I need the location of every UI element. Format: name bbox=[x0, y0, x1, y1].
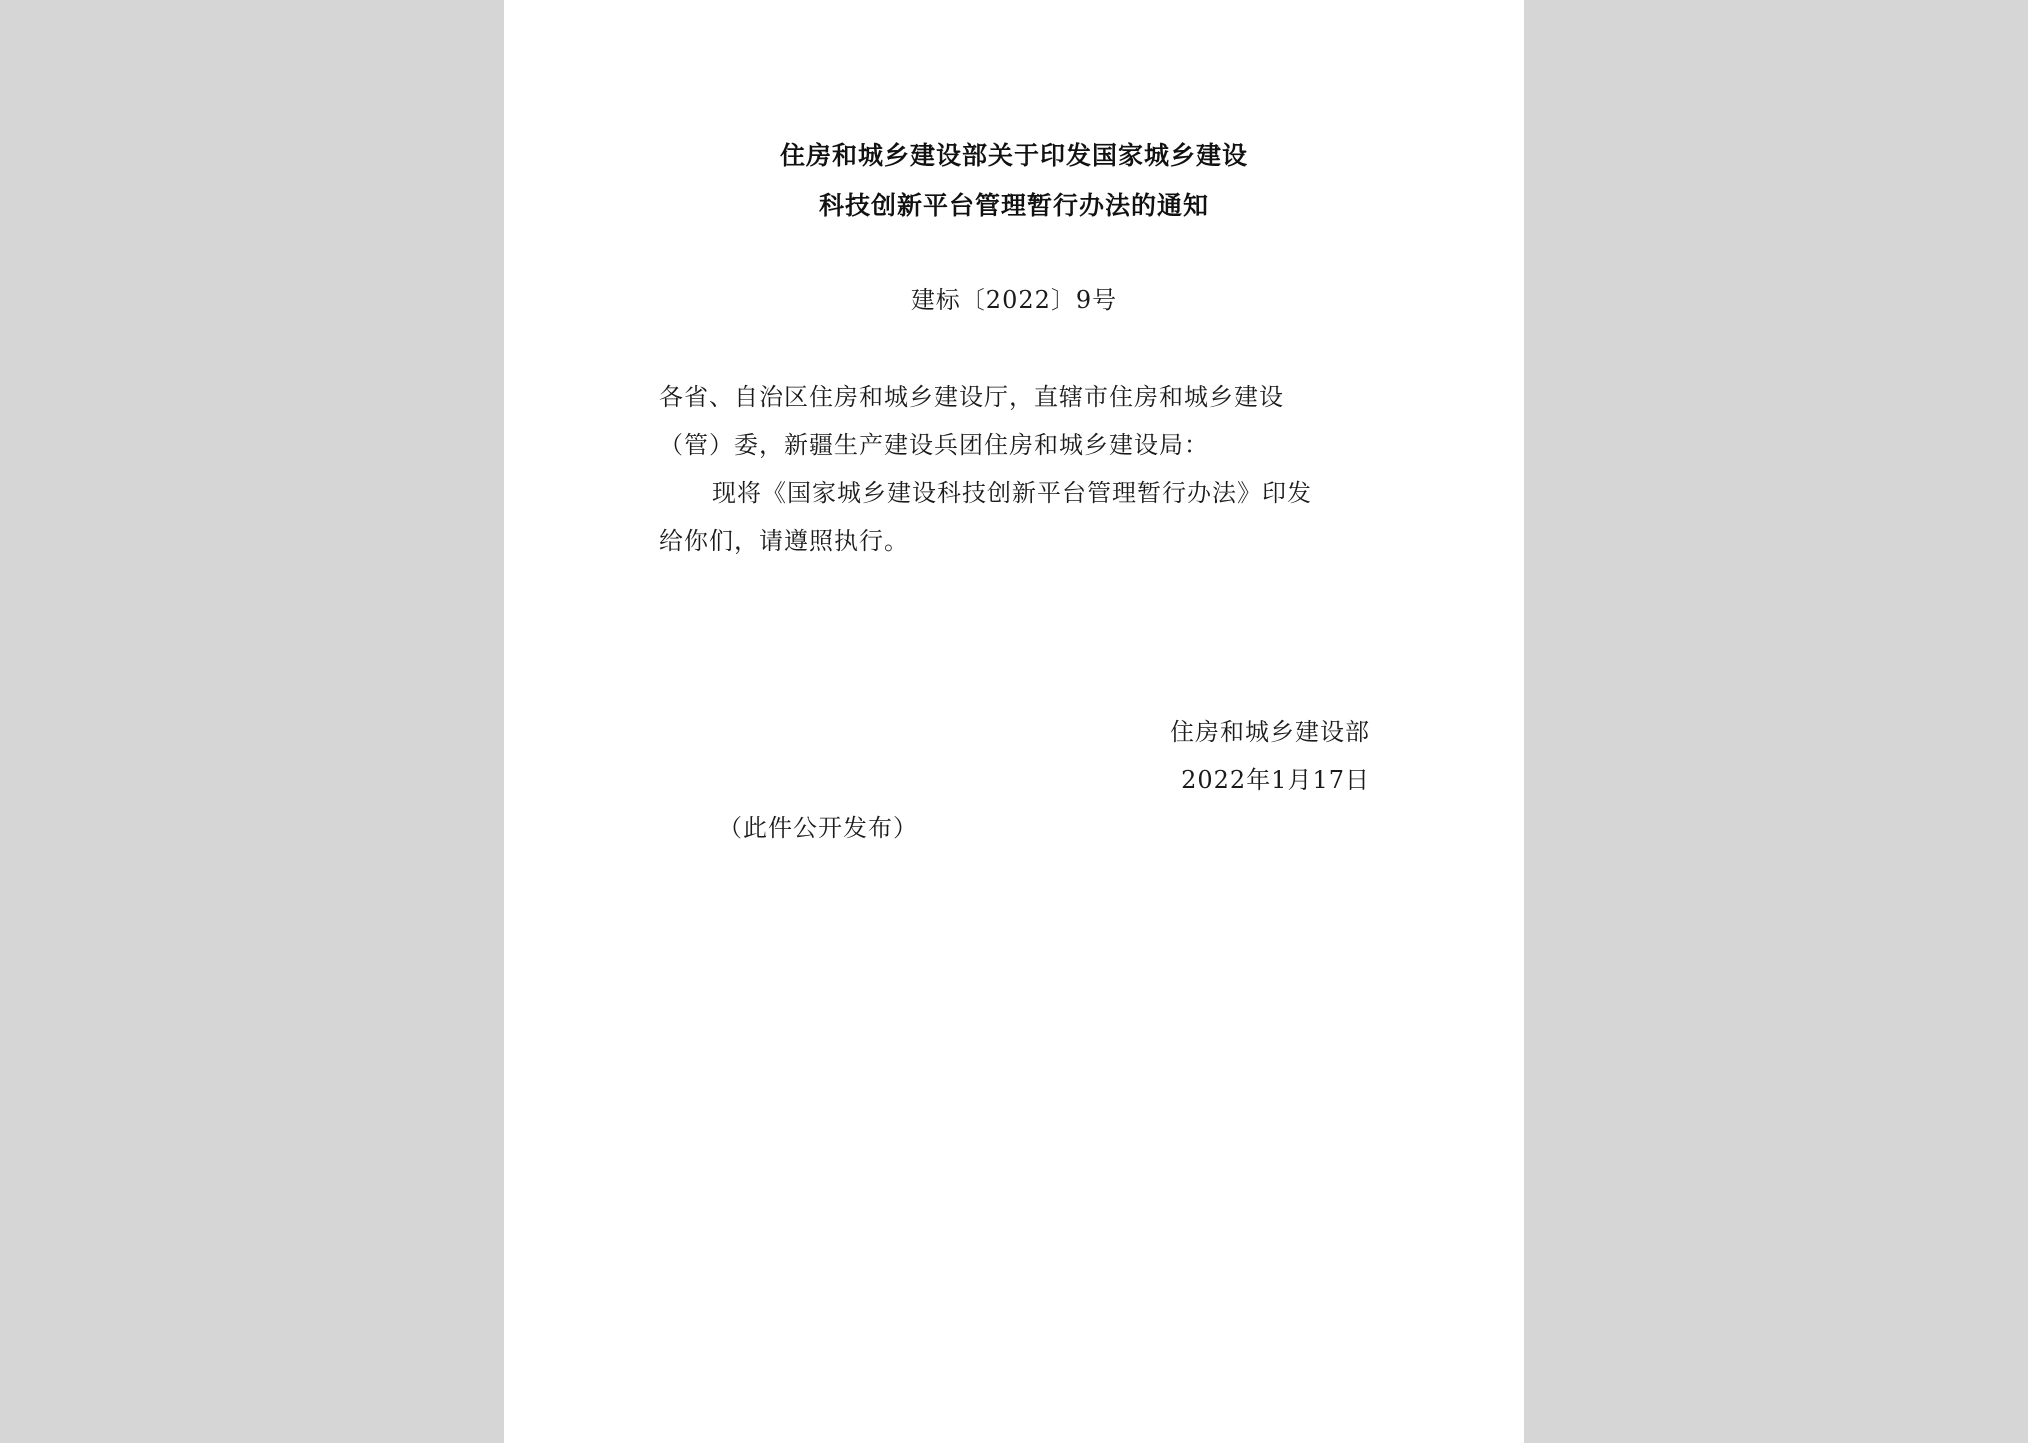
body-line-4: 给你们，请遵照执行。 bbox=[659, 527, 909, 555]
publication-note: （此件公开发布） bbox=[718, 814, 918, 842]
body-line-1: 各省、自治区住房和城乡建设厅，直辖市住房和城乡建设 bbox=[659, 383, 1284, 411]
signature-date: 2022年1月17日 bbox=[1181, 766, 1370, 794]
signature-organization: 住房和城乡建设部 bbox=[1170, 718, 1370, 746]
document-number: 建标〔2022〕9号 bbox=[910, 286, 1118, 314]
document-title-line-2: 科技创新平台管理暂行办法的通知 bbox=[818, 191, 1209, 220]
document-page bbox=[504, 0, 1524, 1443]
body-line-3: 现将《国家城乡建设科技创新平台管理暂行办法》印发 bbox=[712, 479, 1312, 507]
document-title-line-1: 住房和城乡建设部关于印发国家城乡建设 bbox=[779, 141, 1248, 170]
body-line-2: （管）委，新疆生产建设兵团住房和城乡建设局： bbox=[659, 431, 1209, 459]
